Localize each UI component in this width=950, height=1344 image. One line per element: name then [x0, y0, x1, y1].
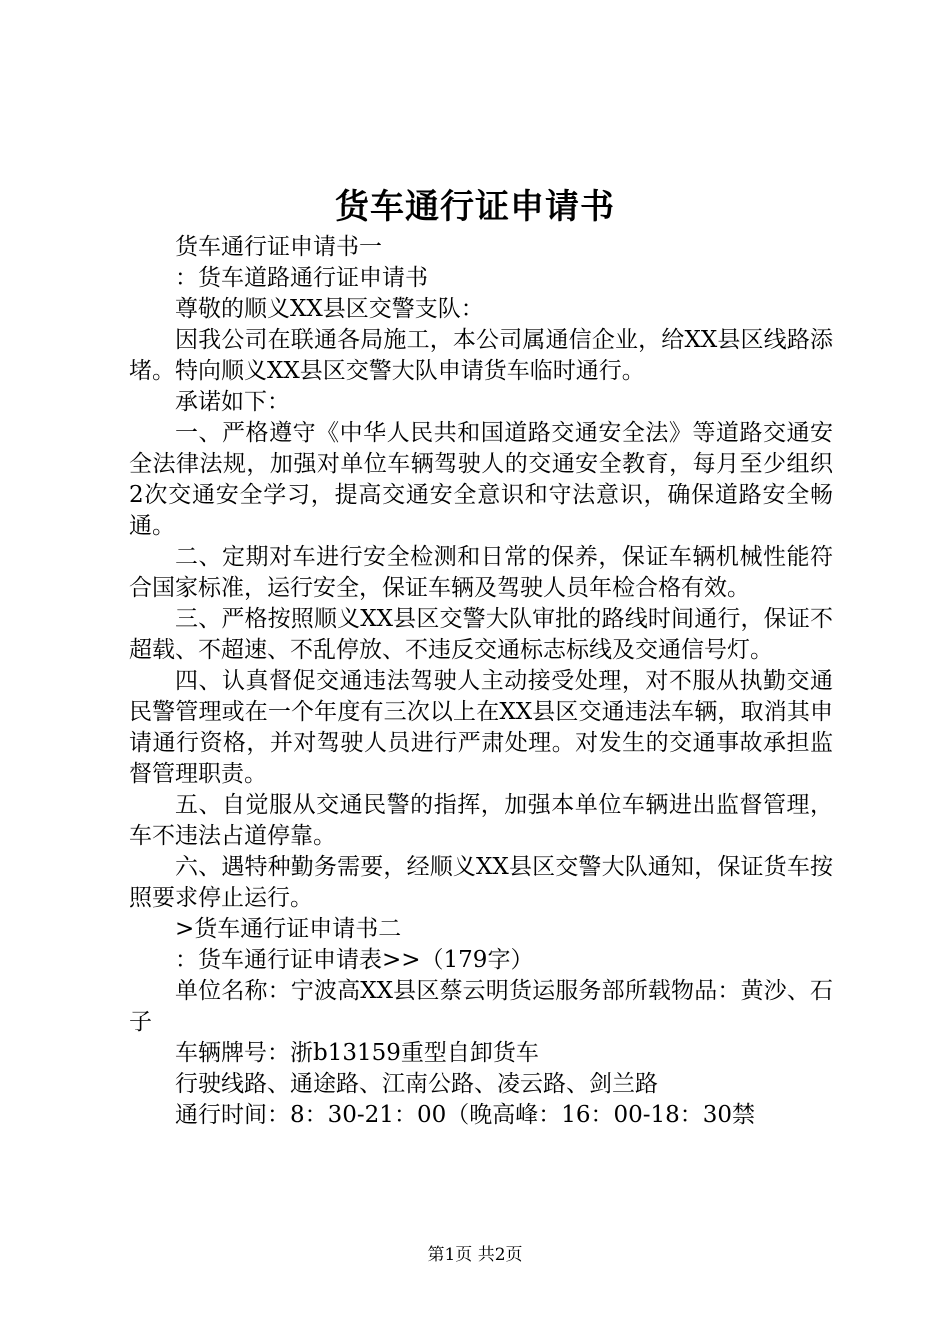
paragraph-commitment-4: 四、认真督促交通违法驾驶人主动接受处理，对不服从执勤交通民警管理或在一个年度有三次以上在XX县区交通违法车辆，取消其申请通行资格，并对驾驶人员进行严肃处理。对发生的交通事故承担监督管理职责。	[129, 668, 833, 787]
paragraph-commitment-6: 六、遇特种勤务需要，经顺义XX县区交警大队通知，保证货车按照要求停止运行。	[129, 854, 833, 911]
paragraph-route: 行驶线路、通途路、江南公路、凌云路、剑兰路	[175, 1071, 658, 1097]
paragraph-subheading-1: 货车通行证申请书一	[175, 234, 382, 260]
paragraph-unit-name: 单位名称：宁波高XX县区蔡云明货运服务部所载物品：黄沙、石子	[129, 978, 833, 1035]
paragraph-subtitle-1: ：货车道路通行证申请书	[175, 265, 428, 291]
paragraph-subheading-2: >货车通行证申请书二	[175, 916, 402, 942]
page-footer: 第1页 共2页	[427, 1245, 523, 1265]
document-title: 货车通行证申请书	[335, 187, 615, 227]
paragraph-reason: 因我公司在联通各局施工，本公司属通信企业，给XX县区线路添堵。特向顺义XX县区交警大队申请货车临时通行。	[129, 327, 833, 384]
paragraph-commitment-intro: 承诺如下：	[175, 389, 290, 415]
paragraph-commitment-1: 一、严格遵守《中华人民共和国道路交通安全法》等道路交通安全法律法规，加强对单位车辆驾驶人的交通安全教育，每月至少组织2次交通安全学习，提高交通安全意识和守法意识，确保道路安全畅通。	[129, 420, 833, 539]
paragraph-commitment-5: 五、自觉服从交通民警的指挥，加强本单位车辆进出监督管理，车不违法占道停靠。	[129, 792, 833, 849]
paragraph-pass-time: 通行时间：8：30-21：00（晚高峰：16：00-18：30禁	[175, 1102, 756, 1128]
paragraph-commitment-3: 三、严格按照顺义XX县区交警大队审批的路线时间通行，保证不超载、不超速、不乱停放、不违反交通标志标线及交通信号灯。	[129, 606, 833, 663]
document-body	[129, 232, 833, 1131]
paragraph-commitment-2: 二、定期对车进行安全检测和日常的保养，保证车辆机械性能符合国家标准，运行安全，保证车辆及驾驶人员年检合格有效。	[129, 544, 833, 601]
paragraph-salutation: 尊敬的顺义XX县区交警支队：	[175, 296, 484, 322]
paragraph-plate-number: 车辆牌号：浙b13159重型自卸货车	[175, 1040, 539, 1066]
paragraph-subtitle-2: ：货车通行证申请表>>（179字）	[175, 947, 534, 973]
